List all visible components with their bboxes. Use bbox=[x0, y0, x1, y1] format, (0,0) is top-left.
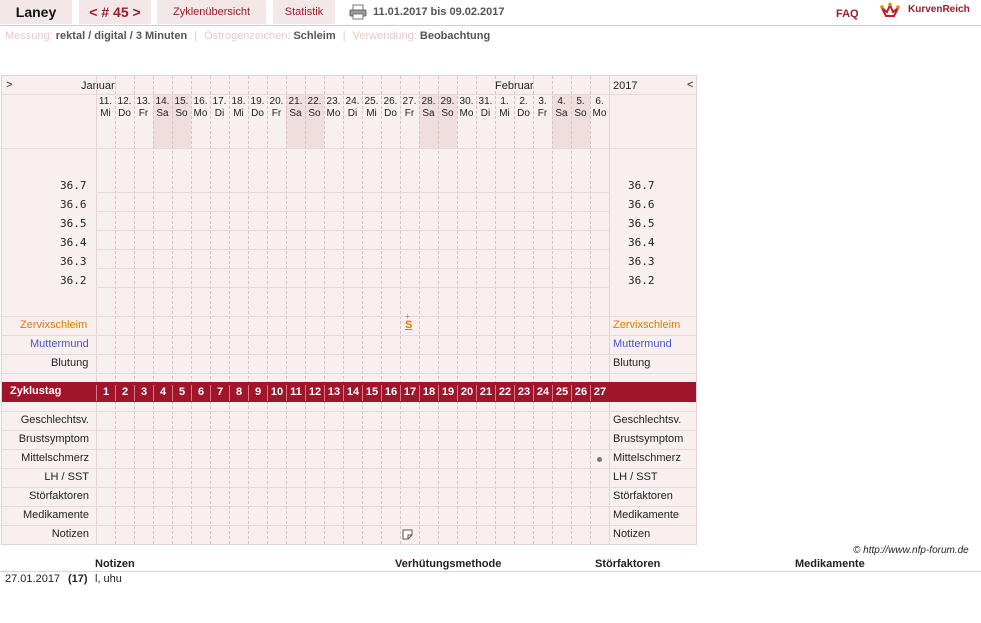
day-date: 4. bbox=[557, 96, 566, 107]
day-date: 3. bbox=[538, 96, 547, 107]
cycle-day-number: 20 bbox=[457, 385, 476, 401]
day-weekday: Mi bbox=[233, 108, 244, 119]
grid-line bbox=[2, 449, 696, 450]
cycle-day-number: 25 bbox=[552, 385, 571, 401]
day-column[interactable] bbox=[191, 76, 210, 544]
day-date: 15. bbox=[174, 96, 189, 107]
grid-line bbox=[2, 525, 696, 526]
day-weekday: So bbox=[441, 108, 454, 119]
usage-value: Beobachtung bbox=[419, 30, 491, 42]
day-date: 27. bbox=[402, 96, 417, 107]
disturbance-header: Störfaktoren bbox=[595, 558, 661, 570]
day-header bbox=[514, 96, 533, 120]
cycle-day-number: 16 bbox=[381, 385, 400, 401]
day-header bbox=[457, 96, 476, 120]
day-date: 24. bbox=[345, 96, 360, 107]
day-weekday: So bbox=[175, 108, 188, 119]
nav-prev-button[interactable]: > bbox=[6, 79, 13, 91]
day-column[interactable] bbox=[153, 76, 172, 544]
day-header bbox=[362, 96, 381, 120]
cycle-day-number: 14 bbox=[343, 385, 362, 401]
cycle-day-number: 8 bbox=[229, 385, 248, 401]
temperature-grid-line bbox=[96, 249, 609, 250]
grid-line bbox=[2, 354, 696, 355]
day-date: 1. bbox=[500, 96, 509, 107]
temperature-grid-line bbox=[96, 230, 609, 231]
day-weekday: Do bbox=[118, 108, 131, 119]
day-weekday: Mi bbox=[499, 108, 510, 119]
day-header bbox=[267, 96, 286, 120]
day-column[interactable] bbox=[134, 76, 153, 544]
day-date: 30. bbox=[459, 96, 474, 107]
day-weekday: Do bbox=[517, 108, 530, 119]
day-weekday: Fr bbox=[138, 108, 149, 119]
day-date: 20. bbox=[269, 96, 284, 107]
row-label-right: LH / SST bbox=[613, 471, 658, 483]
temp-label-right: 36.2 bbox=[628, 274, 655, 287]
day-header bbox=[134, 96, 153, 120]
day-date: 19. bbox=[250, 96, 265, 107]
day-date: 21. bbox=[288, 96, 303, 107]
temp-label-right: 36.4 bbox=[628, 236, 655, 249]
day-column[interactable] bbox=[400, 76, 419, 544]
day-column[interactable] bbox=[324, 76, 343, 544]
day-weekday: Di bbox=[347, 108, 358, 119]
day-date: 31. bbox=[478, 96, 493, 107]
top-bar bbox=[0, 0, 981, 26]
day-header bbox=[324, 96, 343, 120]
day-column[interactable] bbox=[590, 76, 609, 544]
day-header bbox=[571, 96, 590, 120]
temperature-grid-line bbox=[96, 192, 609, 193]
day-weekday: Fr bbox=[404, 108, 415, 119]
note-cycle-day: (17) bbox=[68, 573, 88, 585]
estrogen-key: Östrogenzeichen: bbox=[204, 30, 291, 42]
temp-label-right: 36.3 bbox=[628, 255, 655, 268]
grid-line bbox=[2, 94, 696, 95]
day-date: 18. bbox=[231, 96, 246, 107]
day-date: 11. bbox=[98, 96, 113, 107]
day-column[interactable] bbox=[115, 76, 134, 544]
row-label-right: Geschlechtsv. bbox=[613, 414, 682, 426]
mittelschmerz-dot[interactable] bbox=[597, 457, 602, 462]
temp-label-left: 36.2 bbox=[60, 274, 87, 287]
temp-label-right: 36.6 bbox=[628, 198, 655, 211]
day-weekday: Mo bbox=[459, 108, 474, 119]
cycle-day-number: 22 bbox=[495, 385, 514, 401]
day-weekday: Mo bbox=[326, 108, 341, 119]
temp-label-left: 36.7 bbox=[60, 179, 87, 192]
day-column[interactable] bbox=[438, 76, 457, 544]
day-date: 22. bbox=[307, 96, 322, 107]
day-column[interactable] bbox=[457, 76, 476, 544]
day-column[interactable] bbox=[305, 76, 324, 544]
day-header bbox=[153, 96, 172, 120]
cycle-day-number: 27 bbox=[590, 385, 609, 401]
month-label-february: Februar bbox=[495, 80, 534, 92]
row-label-right: Notizen bbox=[613, 528, 651, 540]
day-weekday: Sa bbox=[289, 108, 302, 119]
day-header bbox=[590, 96, 609, 120]
crown-logo-icon[interactable] bbox=[880, 2, 900, 20]
day-column[interactable] bbox=[267, 76, 286, 544]
day-header bbox=[438, 96, 457, 120]
day-date: 28. bbox=[421, 96, 436, 107]
day-column[interactable] bbox=[286, 76, 305, 544]
day-column[interactable] bbox=[419, 76, 438, 544]
note-icon[interactable] bbox=[402, 529, 413, 540]
cycle-day-number: 10 bbox=[267, 385, 286, 401]
cycle-day-number: 1 bbox=[96, 385, 115, 401]
day-column[interactable] bbox=[248, 76, 267, 544]
grid-line bbox=[2, 430, 696, 431]
row-label-muttermund: Muttermund bbox=[30, 338, 89, 350]
row-label-blutung: Blutung bbox=[51, 357, 89, 369]
zervix-mark[interactable]: S bbox=[405, 319, 413, 331]
cycle-day-number: 23 bbox=[514, 385, 533, 401]
year-label: 2017 bbox=[613, 80, 638, 92]
row-label-left: Brustsymptom bbox=[18, 433, 89, 445]
day-weekday: Sa bbox=[156, 108, 169, 119]
day-date: 29. bbox=[440, 96, 455, 107]
faq-link[interactable]: FAQ bbox=[836, 8, 859, 20]
cycle-day-number: 13 bbox=[324, 385, 343, 401]
day-weekday: Do bbox=[384, 108, 397, 119]
estrogen-value: Schleim bbox=[293, 30, 336, 42]
grid-line bbox=[2, 411, 696, 412]
temp-label-left: 36.6 bbox=[60, 198, 87, 211]
cycle-day-bar bbox=[2, 382, 696, 402]
day-date: 14. bbox=[155, 96, 170, 107]
day-header bbox=[419, 96, 438, 120]
note-date: 27.01.2017 bbox=[5, 573, 61, 585]
grid-line bbox=[2, 373, 696, 374]
day-column[interactable] bbox=[476, 76, 495, 544]
divider bbox=[0, 571, 981, 572]
measurement-info: Messung: rektal / digital / 3 Minuten | Östrogenzeichen: Schleim | Verwendung: Beobachtung bbox=[5, 30, 491, 42]
date-range: 11.01.2017 bis 09.02.2017 bbox=[373, 6, 505, 18]
day-header bbox=[172, 96, 191, 120]
day-weekday: Fr bbox=[271, 108, 282, 119]
day-weekday: Fr bbox=[537, 108, 548, 119]
user-name: Laney bbox=[0, 0, 72, 24]
cycle-day-number: 6 bbox=[191, 385, 210, 401]
day-weekday: Mi bbox=[366, 108, 377, 119]
printer-icon[interactable] bbox=[349, 4, 367, 20]
row-label-right: Brustsymptom bbox=[613, 433, 684, 445]
day-header bbox=[381, 96, 400, 120]
grid-line bbox=[2, 316, 696, 317]
grid-line bbox=[2, 506, 696, 507]
day-weekday: So bbox=[308, 108, 321, 119]
cycle-day-number: 19 bbox=[438, 385, 457, 401]
cycle-day-number: 17 bbox=[400, 385, 419, 401]
day-column[interactable] bbox=[362, 76, 381, 544]
cycle-day-number: 3 bbox=[134, 385, 153, 401]
nav-next-button[interactable]: < bbox=[687, 79, 694, 91]
day-column[interactable] bbox=[495, 76, 514, 544]
month-label-january: Januar bbox=[81, 80, 115, 92]
day-header bbox=[229, 96, 248, 120]
day-header bbox=[476, 96, 495, 120]
cycle-day-number: 26 bbox=[571, 385, 590, 401]
day-header bbox=[533, 96, 552, 120]
row-label-left: Mittelschmerz bbox=[21, 452, 89, 464]
day-column[interactable] bbox=[343, 76, 362, 544]
day-header bbox=[343, 96, 362, 120]
temperature-grid-line bbox=[96, 211, 609, 212]
cycle-day-number: 21 bbox=[476, 385, 495, 401]
day-header bbox=[552, 96, 571, 120]
day-date: 13. bbox=[136, 96, 151, 107]
day-header bbox=[115, 96, 134, 120]
cycle-day-number: 18 bbox=[419, 385, 438, 401]
row-label-left: Störfaktoren bbox=[29, 490, 89, 502]
cycle-day-number: 12 bbox=[305, 385, 324, 401]
day-column[interactable] bbox=[172, 76, 191, 544]
day-weekday: Mo bbox=[592, 108, 607, 119]
row-label-right: Mittelschmerz bbox=[613, 452, 681, 464]
temp-label-right: 36.5 bbox=[628, 217, 655, 230]
day-weekday: Sa bbox=[422, 108, 435, 119]
usage-key: Verwendung: bbox=[352, 30, 417, 42]
day-column[interactable] bbox=[514, 76, 533, 544]
day-weekday: Sa bbox=[555, 108, 568, 119]
row-label-right: Medikamente bbox=[613, 509, 680, 521]
logo-text[interactable]: KurvenReich bbox=[908, 4, 970, 15]
day-column[interactable] bbox=[571, 76, 590, 544]
day-date: 26. bbox=[383, 96, 398, 107]
temperature-grid-line bbox=[96, 268, 609, 269]
day-column[interactable] bbox=[552, 76, 571, 544]
day-date: 25. bbox=[364, 96, 379, 107]
panel-border bbox=[96, 76, 97, 544]
cycle-day-number: 15 bbox=[362, 385, 381, 401]
row-label-left: Notizen bbox=[51, 528, 89, 540]
day-header bbox=[96, 96, 115, 120]
note-text: l, uhu bbox=[95, 573, 122, 585]
row-label-right: Störfaktoren bbox=[613, 490, 673, 502]
temp-label-left: 36.4 bbox=[60, 236, 87, 249]
day-weekday: Mo bbox=[193, 108, 208, 119]
day-column[interactable] bbox=[229, 76, 248, 544]
day-header bbox=[286, 96, 305, 120]
tab-cycle-overview[interactable]: Zyklenübersicht bbox=[157, 0, 266, 24]
day-weekday: Mi bbox=[100, 108, 111, 119]
medication-header: Medikamente bbox=[795, 558, 865, 570]
tab-statistics[interactable]: Statistik bbox=[273, 0, 335, 24]
day-header bbox=[400, 96, 419, 120]
grid-line bbox=[2, 148, 696, 149]
row-label-zervixschleim: Zervixschleim bbox=[20, 319, 88, 331]
day-date: 2. bbox=[519, 96, 528, 107]
grid-line bbox=[2, 335, 696, 336]
cycle-day-number: 24 bbox=[533, 385, 552, 401]
cycle-day-number: 11 bbox=[286, 385, 305, 401]
copyright[interactable]: © http://www.nfp-forum.de bbox=[853, 545, 969, 556]
measure-key: Messung: bbox=[5, 30, 53, 42]
zervix-mark-plus: + bbox=[405, 312, 410, 321]
day-header bbox=[495, 96, 514, 120]
row-label-muttermund-right: Muttermund bbox=[613, 338, 672, 350]
row-label-left: Geschlechtsv. bbox=[20, 414, 89, 426]
day-weekday: Do bbox=[251, 108, 264, 119]
row-label-blutung-right: Blutung bbox=[613, 357, 651, 369]
day-date: 17. bbox=[212, 96, 227, 107]
cycle-day-label: Zyklustag bbox=[10, 385, 62, 397]
temp-label-left: 36.3 bbox=[60, 255, 87, 268]
temp-label-left: 36.5 bbox=[60, 217, 87, 230]
row-label-zervixschleim-right: Zervixschleim bbox=[613, 319, 681, 331]
method-header: Verhütungsmethode bbox=[395, 558, 502, 570]
day-date: 6. bbox=[595, 96, 604, 107]
cycle-day-number: 7 bbox=[210, 385, 229, 401]
notes-header: Notizen bbox=[95, 558, 135, 570]
cycle-day-number: 2 bbox=[115, 385, 134, 401]
temperature-grid-line bbox=[96, 287, 609, 288]
day-column[interactable] bbox=[381, 76, 400, 544]
grid-line bbox=[2, 487, 696, 488]
panel-border bbox=[609, 76, 610, 544]
row-label-left: LH / SST bbox=[44, 471, 89, 483]
day-column[interactable] bbox=[533, 76, 552, 544]
measure-value: rektal / digital / 3 Minuten bbox=[55, 30, 188, 42]
day-header bbox=[248, 96, 267, 120]
cycle-day-number: 9 bbox=[248, 385, 267, 401]
day-column[interactable] bbox=[96, 76, 115, 544]
day-date: 23. bbox=[326, 96, 341, 107]
day-header bbox=[191, 96, 210, 120]
cycle-day-number: 4 bbox=[153, 385, 172, 401]
day-header bbox=[305, 96, 324, 120]
day-date: 12. bbox=[117, 96, 132, 107]
day-weekday: Di bbox=[480, 108, 491, 119]
day-date: 16. bbox=[193, 96, 208, 107]
day-weekday: So bbox=[574, 108, 587, 119]
day-weekday: Di bbox=[214, 108, 225, 119]
cycle-chart bbox=[1, 75, 697, 545]
row-label-left: Medikamente bbox=[22, 509, 89, 521]
cycle-day-number: 5 bbox=[172, 385, 191, 401]
day-date: 5. bbox=[576, 96, 585, 107]
day-column[interactable] bbox=[210, 76, 229, 544]
cycle-navigator[interactable]: < # 45 > bbox=[79, 0, 151, 24]
grid-line bbox=[2, 468, 696, 469]
temp-label-right: 36.7 bbox=[628, 179, 655, 192]
day-header bbox=[210, 96, 229, 120]
